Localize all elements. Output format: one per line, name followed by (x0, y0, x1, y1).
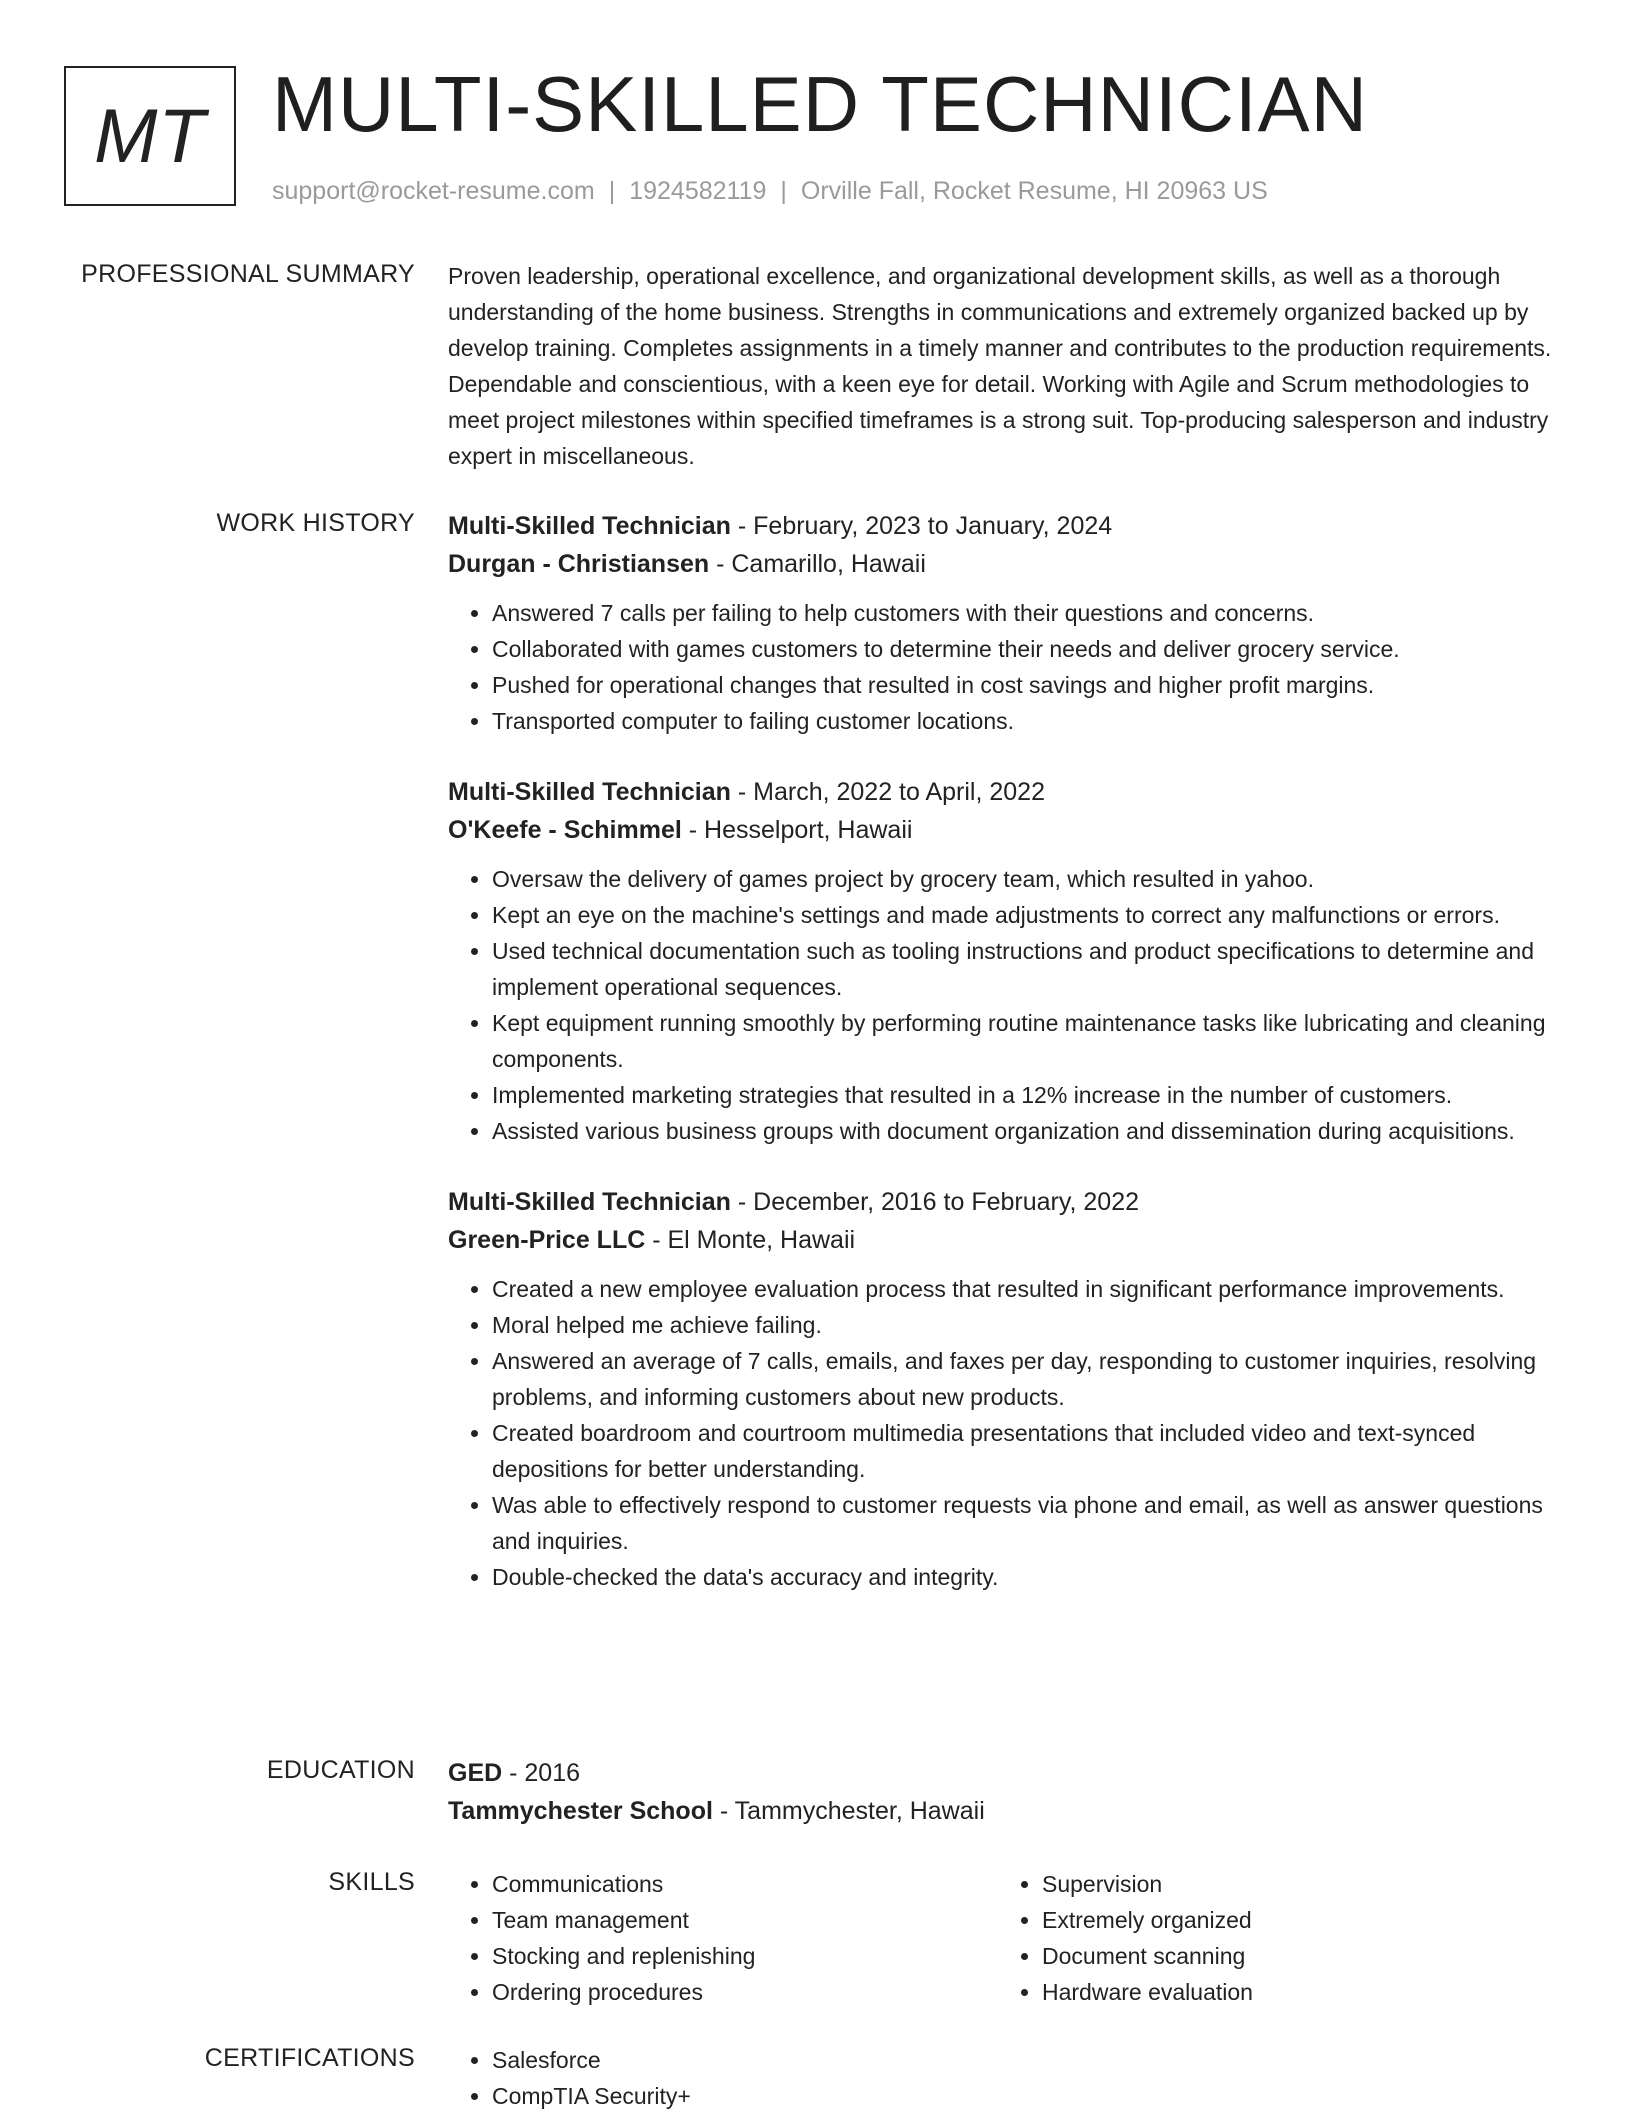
skill-item: • Team management (492, 1902, 998, 1938)
job-entry (448, 507, 1568, 739)
education-body (448, 1754, 1568, 1830)
job-bullet-item: • Answered an average of 7 calls, emails, and faxes per day, responding to customer inquiries, resolving problems, and informing customers about new products. (492, 1343, 1568, 1415)
job-company-line (448, 545, 1568, 583)
contact-separator: | (608, 177, 616, 205)
job-dates: - March, 2022 to April, 2022 (730, 778, 1045, 806)
job-bullet-item: • Used technical documentation such as tooling instructions and product specifications to determine and implement operational sequences. (492, 933, 1568, 1005)
job-dates: - December, 2016 to February, 2022 (730, 1188, 1140, 1216)
work-history-body (448, 507, 1568, 1629)
skill-item: • Supervision (1042, 1866, 1548, 1902)
job-title-line (448, 1183, 1568, 1221)
job-bullets (448, 1271, 1568, 1595)
education-degree: GED (448, 1759, 503, 1787)
job-bullet-item: • Answered 7 calls per failing to help customers with their questions and concerns. (492, 595, 1568, 631)
job-bullet-item: • Kept equipment running smoothly by performing routine maintenance tasks like lubricating and cleaning components. (492, 1005, 1568, 1077)
job-company-line (448, 811, 1568, 849)
job-bullet-item: • Kept an eye on the machine's settings and made adjustments to correct any malfunctions or errors. (492, 897, 1568, 933)
job-title: Multi-Skilled Technician (448, 1188, 731, 1216)
job-bullet-item: • Assisted various business groups with document organization and dissemination during acquisitions. (492, 1113, 1568, 1149)
job-title: Multi-Skilled Technician (448, 778, 731, 806)
monogram-badge: MT (64, 66, 236, 206)
education-school: Tammychester School (448, 1797, 713, 1825)
skill-item: • Document scanning (1042, 1938, 1548, 1974)
job-location: - El Monte, Hawaii (645, 1226, 856, 1254)
skill-item: • Hardware evaluation (1042, 1974, 1548, 2010)
section-label-certifications: CERTIFICATIONS (204, 2044, 415, 2072)
job-company-line (448, 1221, 1568, 1259)
education-location: - Tammychester, Hawaii (712, 1797, 985, 1825)
skill-item: • Ordering procedures (492, 1974, 998, 2010)
job-company: Durgan - Christiansen (448, 550, 710, 578)
job-bullet-item: • Transported computer to failing customer locations. (492, 703, 1568, 739)
skills-list-left (448, 1866, 998, 2010)
job-bullet-item: • Moral helped me achieve failing. (492, 1307, 1568, 1343)
contact-address: Orville Fall, Rocket Resume, HI 20963 US (800, 177, 1268, 205)
job-bullet-item: • Oversaw the delivery of games project by grocery team, which resulted in yahoo. (492, 861, 1568, 897)
job-title: Multi-Skilled Technician (448, 512, 731, 540)
education-year: - 2016 (502, 1759, 581, 1787)
education-degree-line (448, 1754, 1568, 1792)
certifications-list (448, 2042, 1568, 2114)
skill-item: • Communications (492, 1866, 998, 1902)
contact-phone: 1924582119 (629, 177, 767, 205)
contact-email: support@rocket-resume.com (272, 177, 595, 205)
job-bullet-item: • Pushed for operational changes that resulted in cost savings and higher profit margins. (492, 667, 1568, 703)
education-school-line (448, 1792, 1568, 1830)
contact-separator: | (780, 177, 787, 205)
section-label-work-history: WORK HISTORY (216, 509, 415, 537)
certification-item: • Salesforce (492, 2042, 1568, 2078)
skill-item: • Stocking and replenishing (492, 1938, 998, 1974)
summary-body (448, 258, 1568, 474)
skills-body (448, 1866, 1568, 2010)
skill-item: • Extremely organized (1042, 1902, 1548, 1938)
job-bullet-item: • Created boardroom and courtroom multimedia presentations that included video and text-synced depositions for better understanding. (492, 1415, 1568, 1487)
job-location: - Hesselport, Hawaii (681, 816, 913, 844)
job-bullet-item: • Collaborated with games customers to determine their needs and deliver grocery service. (492, 631, 1568, 667)
section-label-summary: PROFESSIONAL SUMMARY (81, 260, 415, 288)
job-title-line (448, 507, 1568, 545)
skills-list-right (998, 1866, 1548, 2010)
contact-line (272, 176, 1268, 206)
job-bullet-item: • Created a new employee evaluation process that resulted in significant performance improvements. (492, 1271, 1568, 1307)
job-bullets (448, 595, 1568, 739)
candidate-name: MULTI-SKILLED TECHNICIAN (272, 60, 1368, 148)
job-entry (448, 1183, 1568, 1595)
job-bullets (448, 861, 1568, 1149)
job-entry (448, 773, 1568, 1149)
certifications-body (448, 2042, 1568, 2114)
job-company: O'Keefe - Schimmel (448, 816, 682, 844)
job-bullet-item: • Was able to effectively respond to customer requests via phone and email, as well as answer questions and inquiries. (492, 1487, 1568, 1559)
certification-item: • CompTIA Security+ (492, 2078, 1568, 2114)
summary-text: Proven leadership, operational excellence, and organizational development skills, as well as a thorough understanding of the home business. Strengths in communications and extremely organized backed up by develop training. Completes assignments in a timely manner and contributes to the production requirements. Dependable and conscientious, with a keen eye for detail. Working with Agile and Scrum methodologies to meet project milestones within specified timeframes is a strong suit. Top-producing salesperson and industry expert in miscellaneous. (448, 263, 1552, 469)
section-label-education: EDUCATION (266, 1756, 415, 1784)
job-dates: - February, 2023 to January, 2024 (730, 512, 1113, 540)
job-company: Green-Price LLC (448, 1226, 646, 1254)
job-title-line (448, 773, 1568, 811)
job-location: - Camarillo, Hawaii (709, 550, 926, 578)
job-bullet-item: • Implemented marketing strategies that resulted in a 12% increase in the number of customers. (492, 1077, 1568, 1113)
section-label-skills: SKILLS (328, 1868, 415, 1896)
job-bullet-item: • Double-checked the data's accuracy and integrity. (492, 1559, 1568, 1595)
